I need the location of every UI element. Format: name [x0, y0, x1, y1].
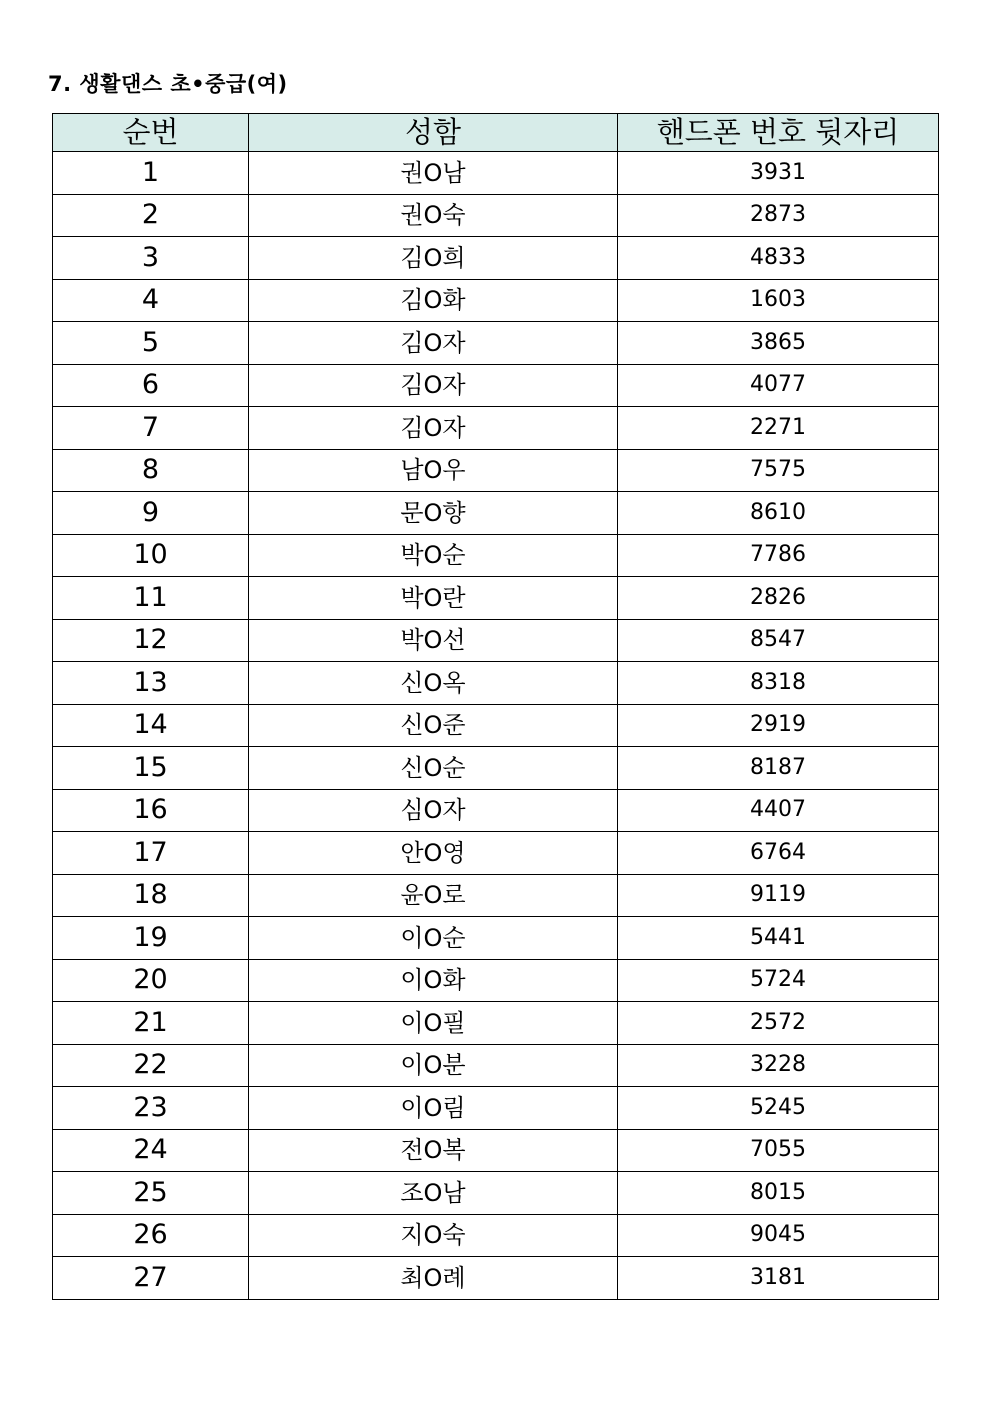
- phone-last-digits: 2826: [618, 577, 939, 620]
- table-row: [53, 704, 939, 747]
- member-name: 권O남: [249, 152, 618, 195]
- member-name: 심O자: [249, 789, 618, 832]
- phone-last-digits: 9045: [618, 1214, 939, 1257]
- row-number: 25: [53, 1172, 249, 1215]
- row-number: 2: [53, 194, 249, 237]
- table-row: [53, 1214, 939, 1257]
- row-number: 13: [53, 662, 249, 705]
- row-number: 4: [53, 279, 249, 322]
- table-row: [53, 194, 939, 237]
- phone-last-digits: 8187: [618, 747, 939, 790]
- phone-last-digits: 3931: [618, 152, 939, 195]
- column-header-number: 순번: [53, 114, 249, 152]
- table-row: [53, 1087, 939, 1130]
- phone-last-digits: 5724: [618, 959, 939, 1002]
- member-name: 김O화: [249, 279, 618, 322]
- phone-last-digits: 8318: [618, 662, 939, 705]
- member-name: 이O분: [249, 1044, 618, 1087]
- phone-last-digits: 4407: [618, 789, 939, 832]
- row-number: 17: [53, 832, 249, 875]
- row-number: 22: [53, 1044, 249, 1087]
- table-body: [53, 152, 939, 1300]
- phone-last-digits: 3865: [618, 322, 939, 365]
- member-name: 박O란: [249, 577, 618, 620]
- member-name: 김O자: [249, 322, 618, 365]
- member-name: 신O준: [249, 704, 618, 747]
- phone-last-digits: 2271: [618, 407, 939, 450]
- member-name: 이O림: [249, 1087, 618, 1130]
- row-number: 12: [53, 619, 249, 662]
- phone-last-digits: 4833: [618, 237, 939, 280]
- member-name: 이O화: [249, 959, 618, 1002]
- table-row: [53, 662, 939, 705]
- row-number: 5: [53, 322, 249, 365]
- row-number: 8: [53, 449, 249, 492]
- member-name: 이O순: [249, 917, 618, 960]
- row-number: 14: [53, 704, 249, 747]
- phone-last-digits: 4077: [618, 364, 939, 407]
- row-number: 20: [53, 959, 249, 1002]
- member-name: 신O순: [249, 747, 618, 790]
- row-number: 10: [53, 534, 249, 577]
- row-number: 21: [53, 1002, 249, 1045]
- row-number: 9: [53, 492, 249, 535]
- phone-last-digits: 2873: [618, 194, 939, 237]
- table-header-row: [53, 114, 939, 152]
- phone-last-digits: 5245: [618, 1087, 939, 1130]
- table-row: [53, 619, 939, 662]
- member-name: 권O숙: [249, 194, 618, 237]
- table-row: [53, 577, 939, 620]
- member-name: 안O영: [249, 832, 618, 875]
- table-row: [53, 1044, 939, 1087]
- phone-last-digits: 8610: [618, 492, 939, 535]
- table-row: [53, 789, 939, 832]
- table-row: [53, 832, 939, 875]
- table-row: [53, 364, 939, 407]
- phone-last-digits: 3228: [618, 1044, 939, 1087]
- roster-table: [52, 113, 939, 1300]
- table-row: [53, 1002, 939, 1045]
- row-number: 23: [53, 1087, 249, 1130]
- member-name: 김O희: [249, 237, 618, 280]
- row-number: 27: [53, 1257, 249, 1300]
- column-header-name: 성함: [249, 114, 618, 152]
- table-row: [53, 534, 939, 577]
- member-name: 최O례: [249, 1257, 618, 1300]
- row-number: 1: [53, 152, 249, 195]
- phone-last-digits: 8547: [618, 619, 939, 662]
- row-number: 6: [53, 364, 249, 407]
- row-number: 3: [53, 237, 249, 280]
- member-name: 김O자: [249, 364, 618, 407]
- row-number: 15: [53, 747, 249, 790]
- phone-last-digits: 7786: [618, 534, 939, 577]
- table-row: [53, 492, 939, 535]
- table-row: [53, 1129, 939, 1172]
- phone-last-digits: 5441: [618, 917, 939, 960]
- table-row: [53, 1172, 939, 1215]
- member-name: 지O숙: [249, 1214, 618, 1257]
- member-name: 남O우: [249, 449, 618, 492]
- table-row: [53, 1257, 939, 1300]
- table-row: [53, 747, 939, 790]
- table-row: [53, 874, 939, 917]
- member-name: 신O옥: [249, 662, 618, 705]
- page-title: 7. 생활댄스 초•중급(여): [48, 72, 288, 96]
- member-name: 윤O로: [249, 874, 618, 917]
- member-name: 전O복: [249, 1129, 618, 1172]
- table-row: [53, 152, 939, 195]
- column-header-phone: 핸드폰 번호 뒷자리: [618, 114, 939, 152]
- phone-last-digits: 6764: [618, 832, 939, 875]
- phone-last-digits: 3181: [618, 1257, 939, 1300]
- table-row: [53, 322, 939, 365]
- phone-last-digits: 8015: [618, 1172, 939, 1215]
- row-number: 16: [53, 789, 249, 832]
- row-number: 11: [53, 577, 249, 620]
- phone-last-digits: 2572: [618, 1002, 939, 1045]
- phone-last-digits: 7575: [618, 449, 939, 492]
- phone-last-digits: 2919: [618, 704, 939, 747]
- member-name: 문O향: [249, 492, 618, 535]
- member-name: 김O자: [249, 407, 618, 450]
- phone-last-digits: 9119: [618, 874, 939, 917]
- member-name: 조O남: [249, 1172, 618, 1215]
- table-row: [53, 279, 939, 322]
- member-name: 이O필: [249, 1002, 618, 1045]
- phone-last-digits: 7055: [618, 1129, 939, 1172]
- row-number: 26: [53, 1214, 249, 1257]
- phone-last-digits: 1603: [618, 279, 939, 322]
- row-number: 24: [53, 1129, 249, 1172]
- row-number: 18: [53, 874, 249, 917]
- row-number: 7: [53, 407, 249, 450]
- table-row: [53, 449, 939, 492]
- table-row: [53, 237, 939, 280]
- row-number: 19: [53, 917, 249, 960]
- table-row: [53, 959, 939, 1002]
- member-name: 박O선: [249, 619, 618, 662]
- member-name: 박O순: [249, 534, 618, 577]
- table-row: [53, 917, 939, 960]
- table-row: [53, 407, 939, 450]
